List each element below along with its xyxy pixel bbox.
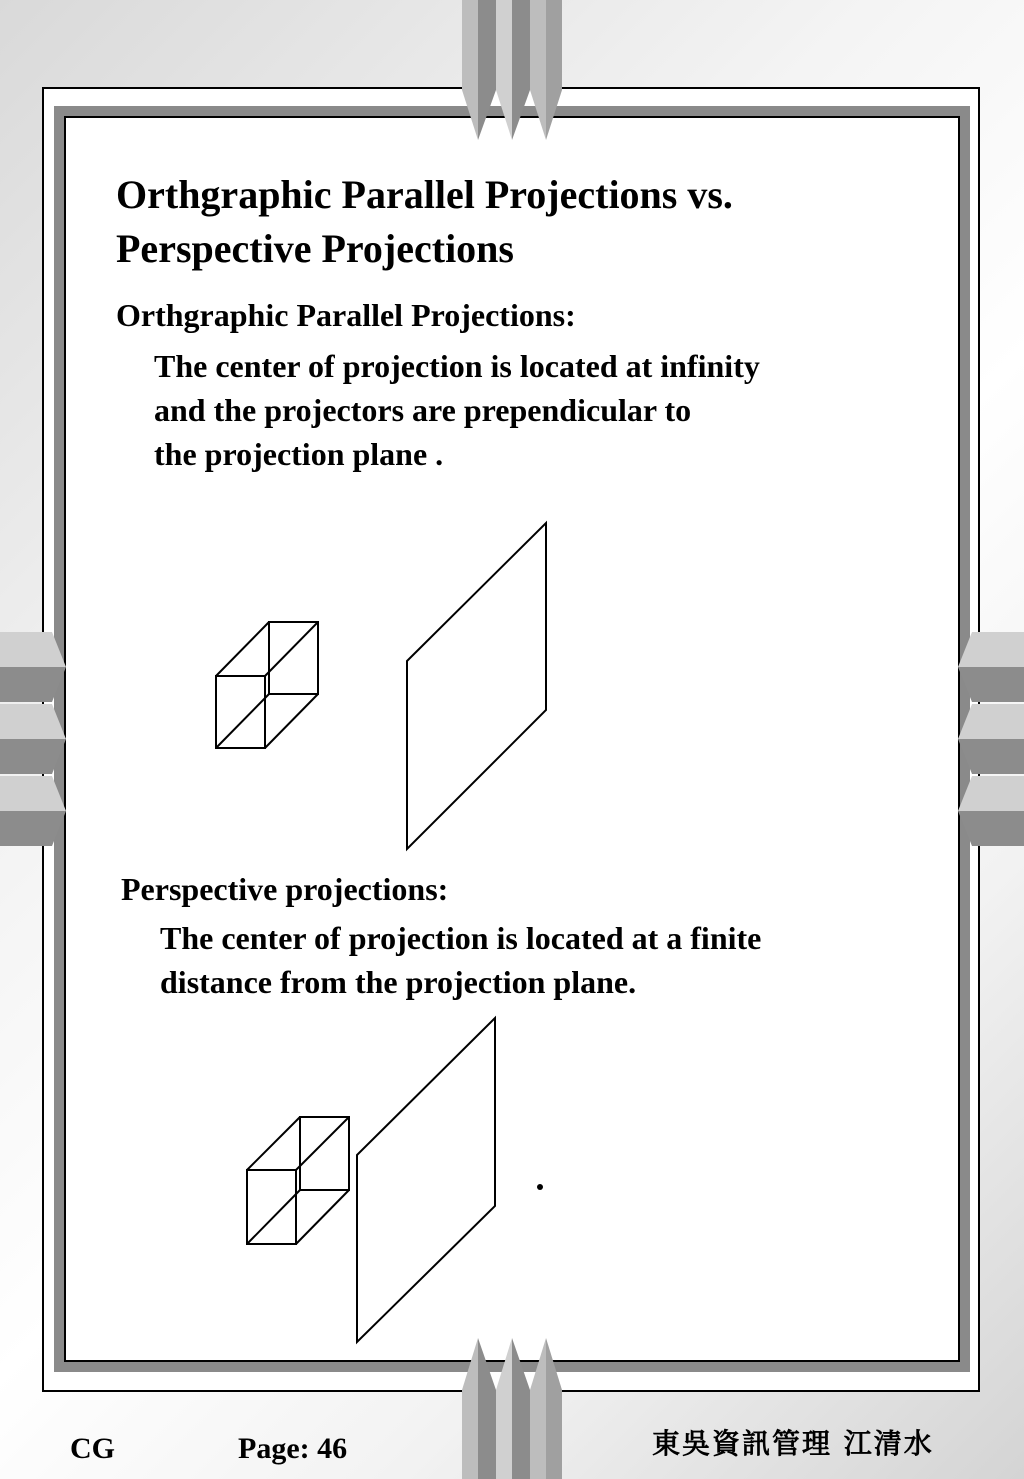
- slide-title-line1: Orthgraphic Parallel Projections vs.: [116, 172, 733, 217]
- center-of-projection-point: [537, 1184, 543, 1190]
- perspective-line2: distance from the projection plane.: [160, 964, 637, 1000]
- orthographic-line1: The center of projection is located at infinity: [154, 348, 760, 384]
- orthographic-heading: Orthgraphic Parallel Projections:: [116, 297, 576, 333]
- perspective-cube: [247, 1117, 349, 1244]
- perspective-line1: The center of projection is located at a finite: [160, 920, 762, 956]
- slide-title-line2: Perspective Projections: [116, 226, 514, 271]
- perspective-projection-plane: [357, 1018, 495, 1342]
- orthographic-line2: and the projectors are prependicular to: [154, 392, 692, 428]
- orthographic-line3: the projection plane .: [154, 436, 444, 472]
- footer-page-number: Page: 46: [238, 1432, 348, 1465]
- perspective-heading: Perspective projections:: [121, 871, 449, 907]
- footer-course: CG: [70, 1432, 115, 1465]
- footer-author: 東吳資訊管理 江清水: [652, 1427, 934, 1460]
